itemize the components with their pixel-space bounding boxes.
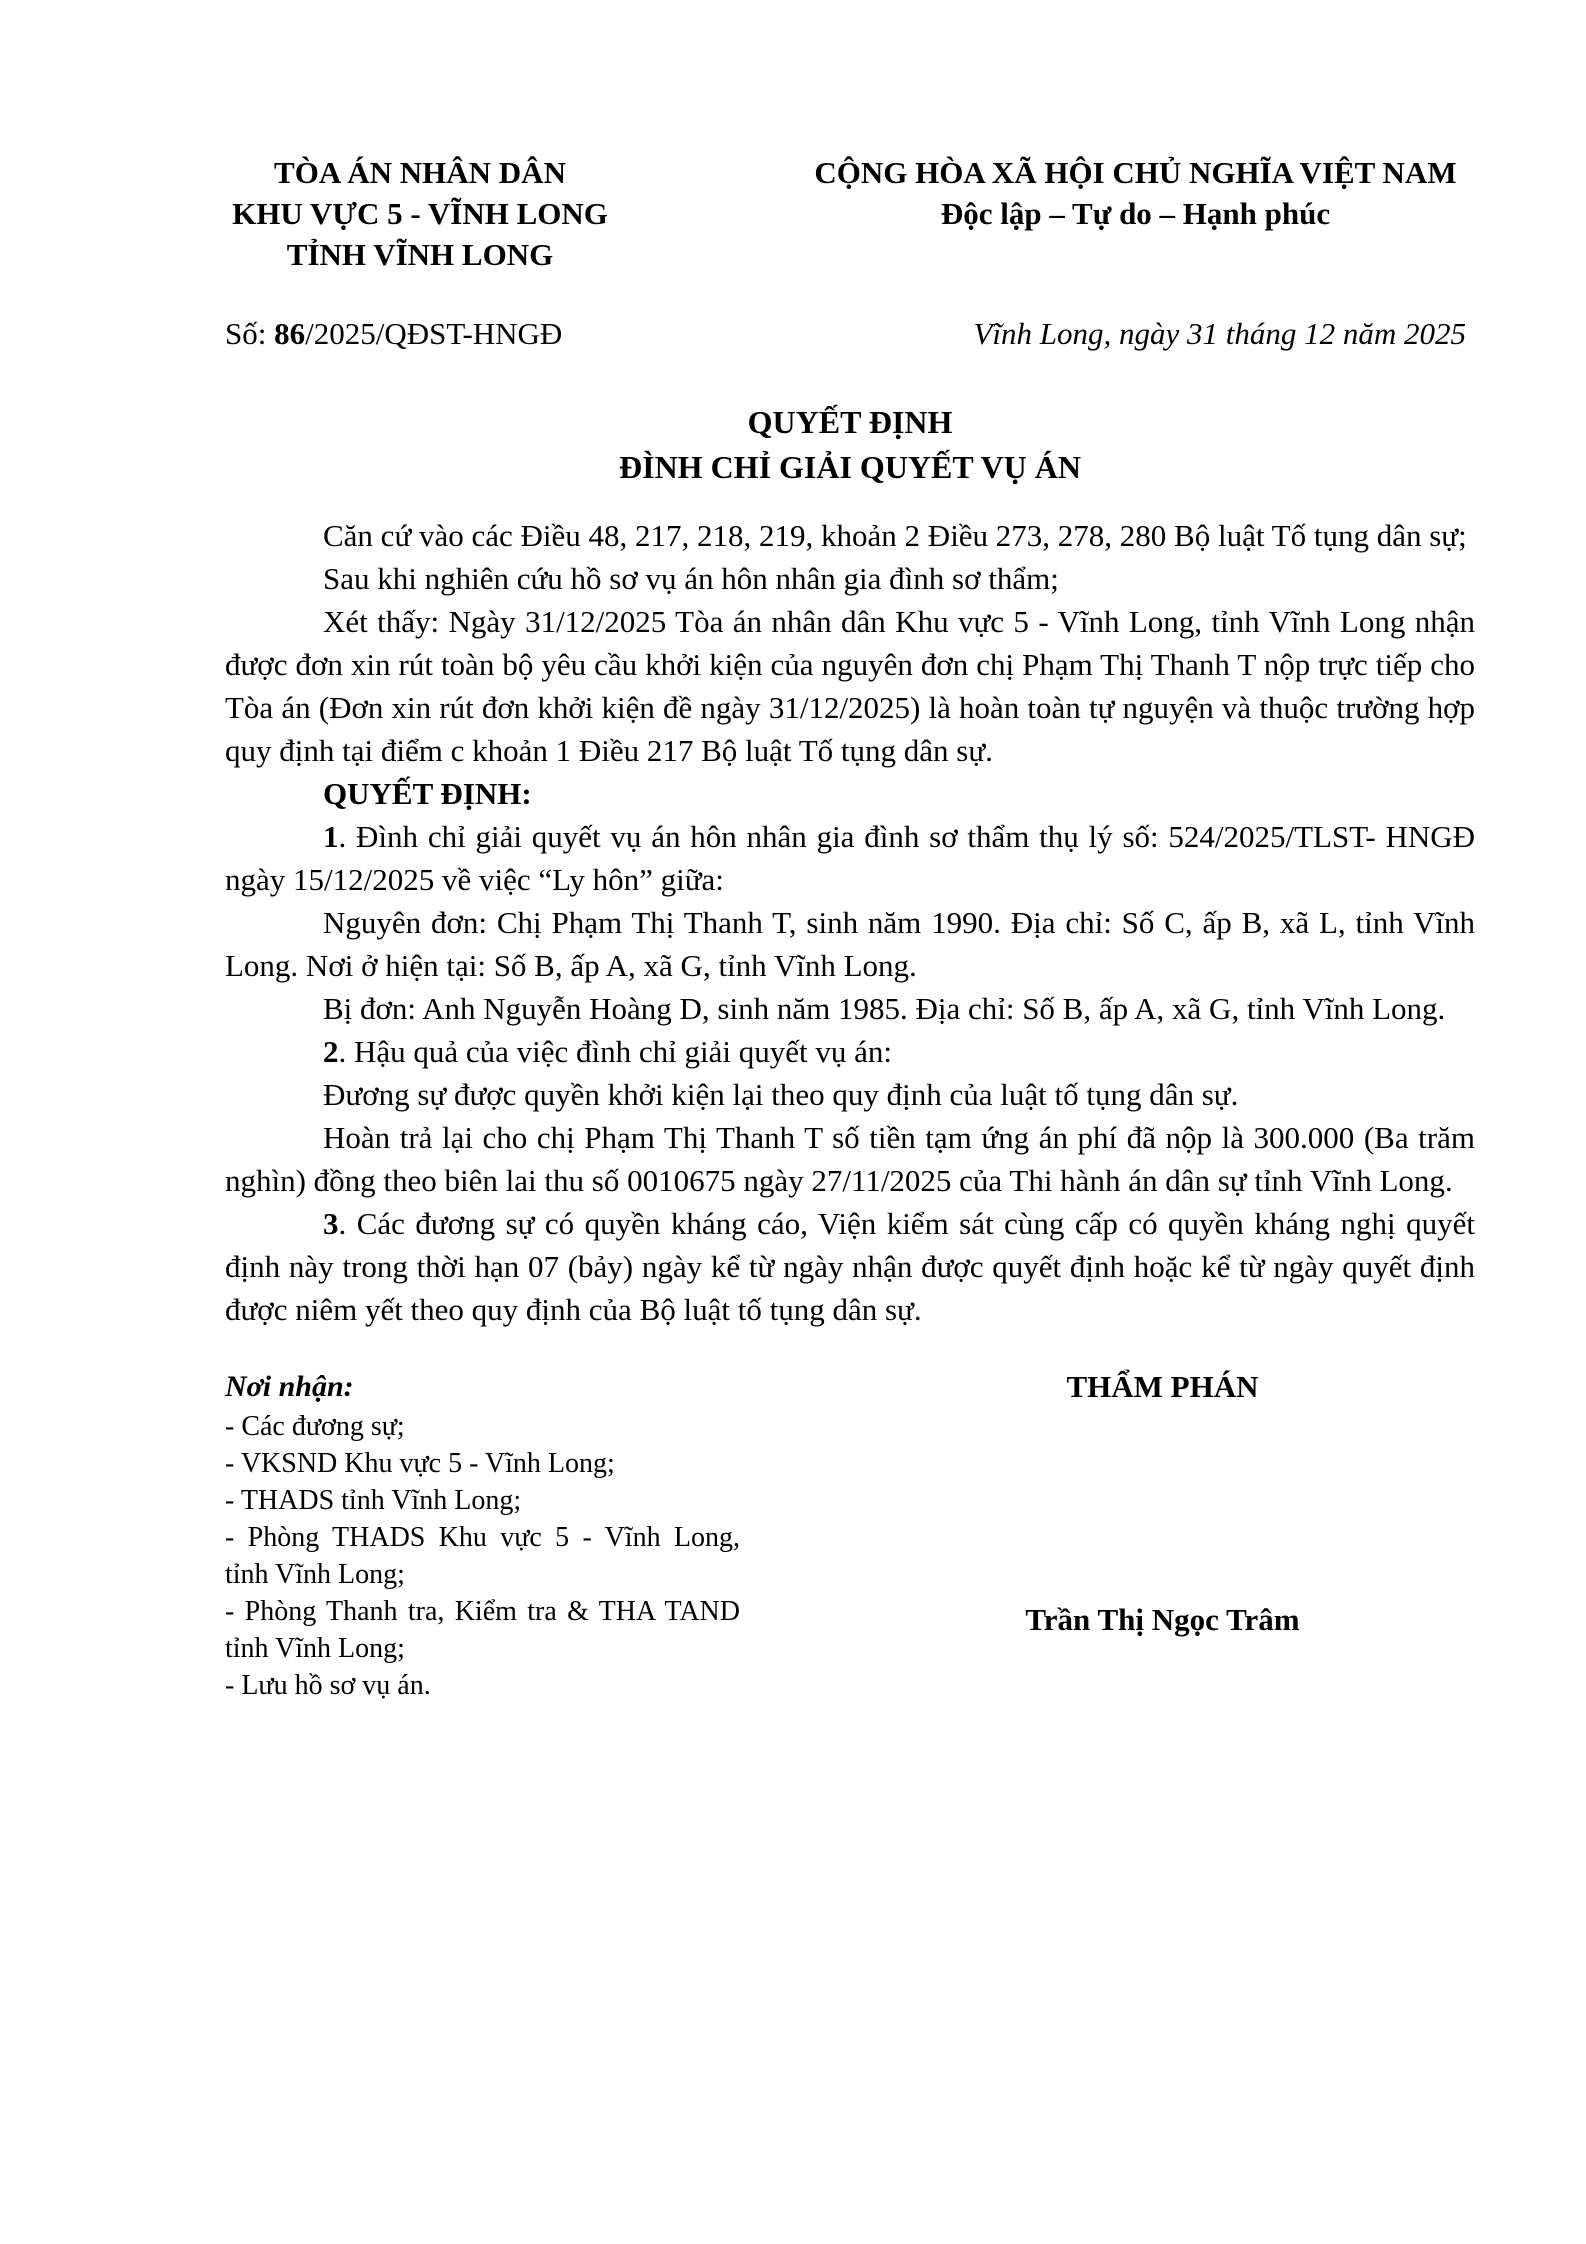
body-paragraph bbox=[225, 901, 1475, 987]
court-name-block bbox=[185, 152, 655, 275]
paragraph-text: . Đình chỉ giải quyết vụ án hôn nhân gia đình sơ thẩm thụ lý số: 524/2025/TLST- HNGĐ ngày 15/12/2025 về việc “Ly hôn” giữa: bbox=[225, 819, 1475, 897]
body-paragraph bbox=[225, 815, 1475, 901]
document-title bbox=[225, 400, 1475, 490]
recipient-item: - Phòng THADS Khu vực 5 - Vĩnh Long, tỉnh Vĩnh Long; bbox=[225, 1522, 740, 1590]
paragraph-text: Nguyên đơn: Chị Phạm Thị Thanh T, sinh năm 1990. Địa chỉ: Số C, ấp B, xã L, tỉnh Vĩnh Long. Nơi ở hiện tại: Số B, ấp A, xã G, tỉnh Vĩnh Long. bbox=[225, 905, 1475, 983]
court-name-line-1: TÒA ÁN NHÂN DÂN bbox=[274, 155, 566, 190]
judge-name: Trần Thị Ngọc Trâm bbox=[1025, 1602, 1300, 1637]
court-name-line-3: TỈNH VĨNH LONG bbox=[286, 237, 554, 272]
body-paragraph bbox=[225, 1116, 1475, 1202]
body-paragraph bbox=[225, 514, 1475, 557]
paragraph-text: . Các đương sự có quyền kháng cáo, Viện kiểm sát cùng cấp có quyền kháng nghị quyết định này trong thời hạn 07 (bảy) ngày kể từ ngày nhận được quyết định hoặc kể từ ngày quyết định được niêm yết theo quy định của Bộ luật tố tụng dân sự. bbox=[225, 1206, 1475, 1327]
document-title-line-1: QUYẾT ĐỊNH bbox=[747, 404, 953, 440]
paragraph-text: Căn cứ vào các Điều 48, 217, 218, 219, khoản 2 Điều 273, 278, 280 Bộ luật Tố tụng dân sự; bbox=[323, 518, 1467, 553]
document-footer bbox=[225, 1365, 1475, 1704]
body-paragraph bbox=[225, 1202, 1475, 1331]
paragraph-text: Đương sự được quyền khởi kiện lại theo quy định của luật tố tụng dân sự. bbox=[323, 1077, 1239, 1112]
body-paragraph bbox=[225, 557, 1475, 600]
paragraph-number: 2 bbox=[323, 1034, 339, 1069]
document-body bbox=[225, 514, 1475, 1331]
recipients-label: Nơi nhận: bbox=[225, 1370, 354, 1403]
document-number-value: 86 bbox=[274, 316, 306, 351]
recipient-item: - VKSND Khu vực 5 - Vĩnh Long; bbox=[225, 1448, 615, 1479]
recipient-item: - Phòng Thanh tra, Kiểm tra & THA TAND tỉnh Vĩnh Long; bbox=[225, 1596, 740, 1664]
recipient-item: - THADS tỉnh Vĩnh Long; bbox=[225, 1485, 522, 1516]
paragraph-text: . Hậu quả của việc đình chỉ giải quyết vụ án: bbox=[338, 1034, 893, 1069]
paragraph-text: Bị đơn: Anh Nguyễn Hoàng D, sinh năm 1985. Địa chỉ: Số B, ấp A, xã G, tỉnh Vĩnh Long. bbox=[323, 991, 1446, 1026]
body-paragraph bbox=[225, 1030, 1475, 1073]
recipient-item: - Lưu hồ sơ vụ án. bbox=[225, 1670, 431, 1701]
document-title-line-2: ĐÌNH CHỈ GIẢI QUYẾT VỤ ÁN bbox=[619, 449, 1081, 485]
judge-title: THẨM PHÁN bbox=[1066, 1369, 1259, 1404]
document-number bbox=[225, 312, 562, 355]
decision-section-heading: QUYẾT ĐỊNH: bbox=[323, 776, 532, 811]
national-motto-block bbox=[655, 152, 1586, 275]
national-motto: Độc lập – Tự do – Hạnh phúc bbox=[940, 196, 1331, 231]
body-paragraph bbox=[225, 600, 1475, 772]
paragraph-text: Xét thấy: Ngày 31/12/2025 Tòa án nhân dân Khu vực 5 - Vĩnh Long, tỉnh Vĩnh Long nhận được đơn xin rút toàn bộ yêu cầu khởi kiện của nguyên đơn chị Phạm Thị Thanh T nộp trực tiếp cho Tòa án (Đơn xin rút đơn khởi kiện đề ngày 31/12/2025) là hoàn toàn tự nguyện và thuộc trường hợp quy định tại điểm c khoản 1 Điều 217 Bộ luật Tố tụng dân sự. bbox=[225, 604, 1475, 768]
document-number-suffix: /2025/QĐST-HNGĐ bbox=[305, 316, 563, 351]
paragraph-number: 3 bbox=[323, 1206, 339, 1241]
paragraph-text: Hoàn trả lại cho chị Phạm Thị Thanh T số tiền tạm ứng án phí đã nộp là 300.000 (Ba trăm nghìn) đồng theo biên lai thu số 0010675 ngày 27/11/2025 của Thi hành án dân sự tỉnh Vĩnh Long. bbox=[225, 1120, 1475, 1198]
document-header bbox=[0, 0, 1586, 275]
document-number-prefix: Số: bbox=[225, 316, 275, 351]
judge-signature-block bbox=[740, 1365, 1475, 1704]
national-title: CỘNG HÒA XÃ HỘI CHỦ NGHĨA VIỆT NAM bbox=[814, 155, 1457, 190]
body-paragraph bbox=[225, 1073, 1475, 1116]
paragraph-text: Sau khi nghiên cứu hồ sơ vụ án hôn nhân gia đình sơ thẩm; bbox=[323, 561, 1059, 596]
recipient-item: - Các đương sự; bbox=[225, 1411, 405, 1442]
document-content bbox=[225, 400, 1475, 1704]
paragraph-number: 1 bbox=[323, 819, 339, 854]
body-paragraph bbox=[225, 987, 1475, 1030]
meta-row bbox=[0, 312, 1586, 355]
place-and-date: Vĩnh Long, ngày 31 tháng 12 năm 2025 bbox=[973, 316, 1466, 351]
court-name-line-2: KHU VỰC 5 - VĨNH LONG bbox=[232, 196, 608, 231]
recipients-block bbox=[225, 1365, 740, 1704]
